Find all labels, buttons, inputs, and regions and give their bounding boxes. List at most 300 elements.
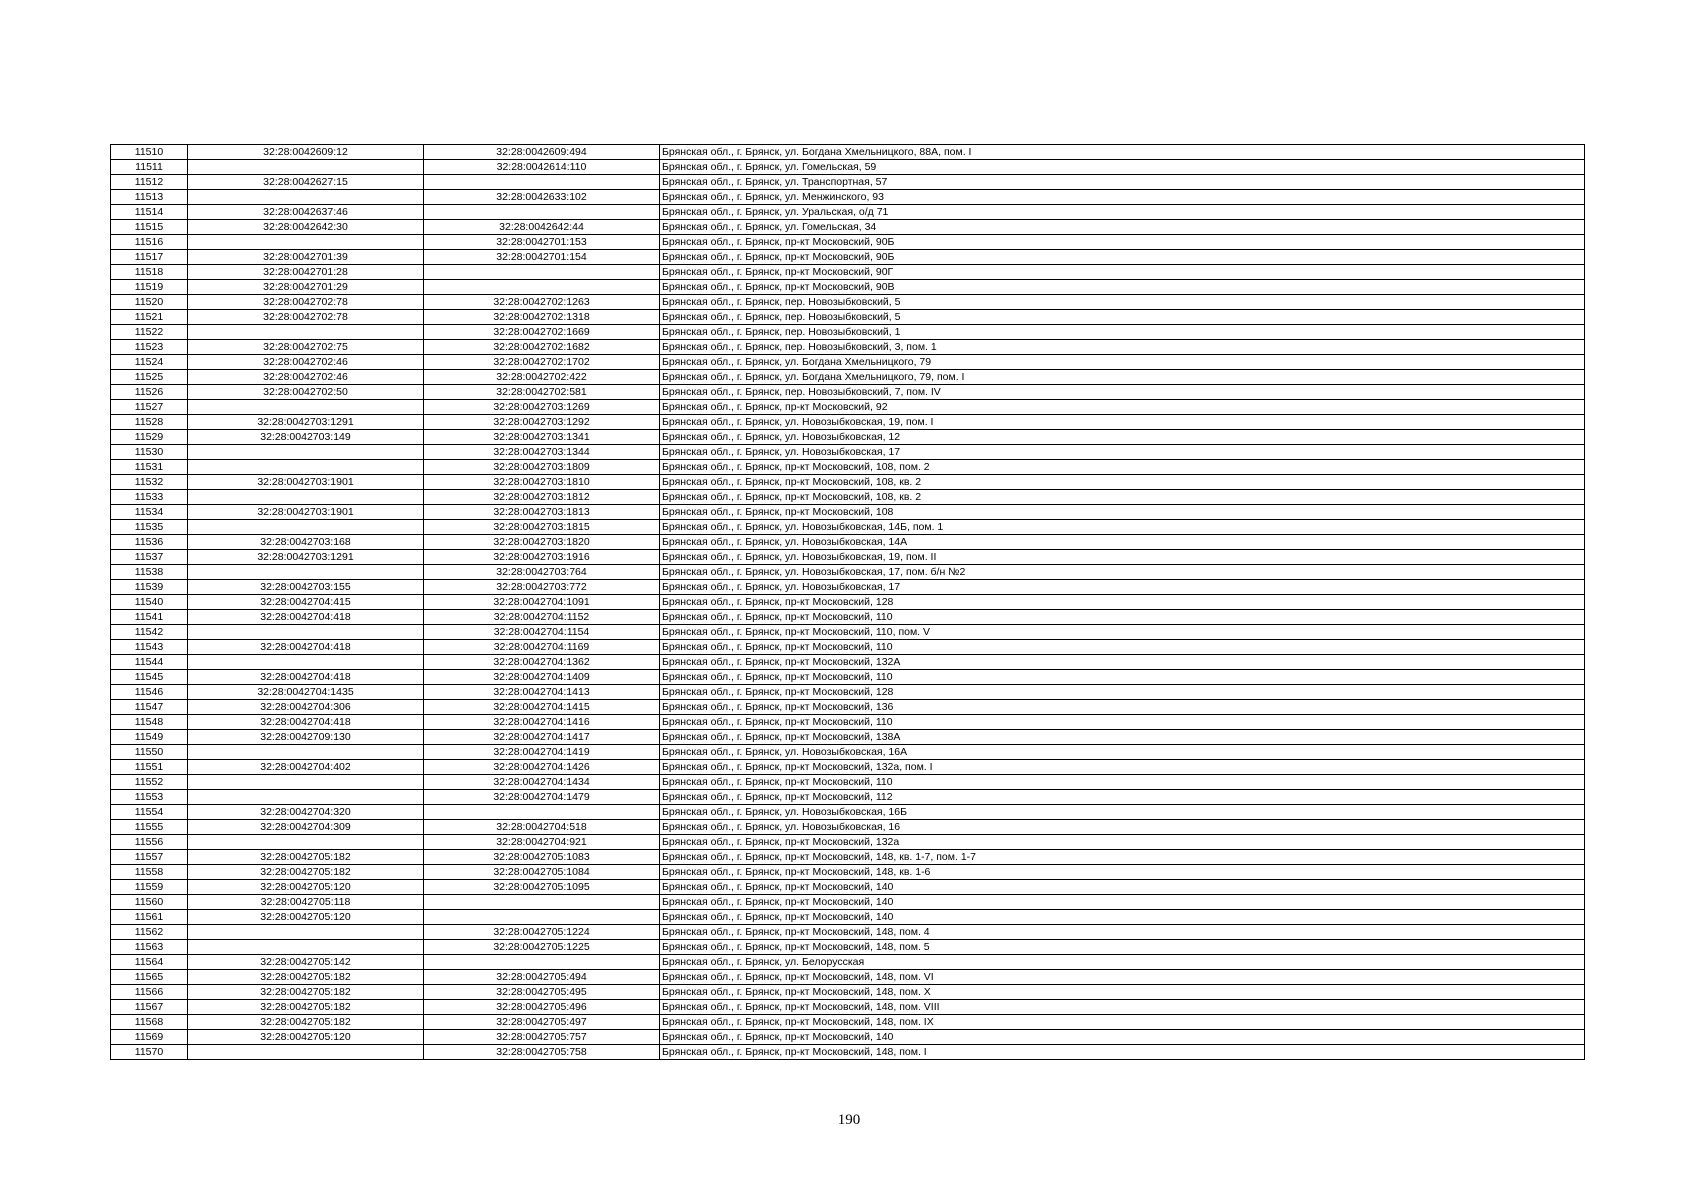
row-number-cell: 11510 — [111, 145, 188, 160]
address-cell: Брянская обл., г. Брянск, пр-кт Московский, 148, пом. VIII — [660, 1000, 1585, 1015]
object-cadastral-number-cell: 32:28:0042701:154 — [424, 250, 660, 265]
row-number-cell: 11569 — [111, 1030, 188, 1045]
parcel-cadastral-number-cell: 32:28:0042704:320 — [188, 805, 424, 820]
table-row — [111, 475, 1585, 490]
table-row — [111, 625, 1585, 640]
parcel-cadastral-number-cell: 32:28:0042705:182 — [188, 1000, 424, 1015]
parcel-cadastral-number-cell: 32:28:0042709:130 — [188, 730, 424, 745]
object-cadastral-number-cell: 32:28:0042703:1812 — [424, 490, 660, 505]
address-cell: Брянская обл., г. Брянск, ул. Богдана Хмельницкого, 88А, пом. I — [660, 145, 1585, 160]
parcel-cadastral-number-cell: 32:28:0042703:1901 — [188, 475, 424, 490]
address-cell: Брянская обл., г. Брянск, пр-кт Московский, 110 — [660, 775, 1585, 790]
object-cadastral-number-cell — [424, 955, 660, 970]
table-row — [111, 310, 1585, 325]
address-cell: Брянская обл., г. Брянск, пр-кт Московский, 148, пом. I — [660, 1045, 1585, 1060]
object-cadastral-number-cell: 32:28:0042704:1416 — [424, 715, 660, 730]
address-cell: Брянская обл., г. Брянск, ул. Транспортная, 57 — [660, 175, 1585, 190]
table-row — [111, 1000, 1585, 1015]
parcel-cadastral-number-cell: 32:28:0042702:78 — [188, 310, 424, 325]
table-row — [111, 235, 1585, 250]
row-number-cell: 11568 — [111, 1015, 188, 1030]
table-row — [111, 910, 1585, 925]
row-number-cell: 11559 — [111, 880, 188, 895]
parcel-cadastral-number-cell: 32:28:0042702:75 — [188, 340, 424, 355]
parcel-cadastral-number-cell: 32:28:0042704:418 — [188, 640, 424, 655]
row-number-cell: 11518 — [111, 265, 188, 280]
registry-table — [110, 144, 1585, 1060]
parcel-cadastral-number-cell: 32:28:0042703:1291 — [188, 415, 424, 430]
table-row — [111, 925, 1585, 940]
address-cell: Брянская обл., г. Брянск, пр-кт Московский, 136 — [660, 700, 1585, 715]
table-row — [111, 985, 1585, 1000]
parcel-cadastral-number-cell: 32:28:0042705:182 — [188, 850, 424, 865]
object-cadastral-number-cell: 32:28:0042614:110 — [424, 160, 660, 175]
table-row — [111, 295, 1585, 310]
parcel-cadastral-number-cell — [188, 775, 424, 790]
address-cell: Брянская обл., г. Брянск, ул. Менжинского, 93 — [660, 190, 1585, 205]
object-cadastral-number-cell: 32:28:0042609:494 — [424, 145, 660, 160]
object-cadastral-number-cell: 32:28:0042703:1344 — [424, 445, 660, 460]
row-number-cell: 11527 — [111, 400, 188, 415]
parcel-cadastral-number-cell: 32:28:0042701:29 — [188, 280, 424, 295]
row-number-cell: 11554 — [111, 805, 188, 820]
row-number-cell: 11545 — [111, 670, 188, 685]
object-cadastral-number-cell — [424, 805, 660, 820]
table-row — [111, 415, 1585, 430]
row-number-cell: 11540 — [111, 595, 188, 610]
table-row — [111, 220, 1585, 235]
row-number-cell: 11523 — [111, 340, 188, 355]
address-cell: Брянская обл., г. Брянск, пр-кт Московский, 132А — [660, 655, 1585, 670]
row-number-cell: 11535 — [111, 520, 188, 535]
address-cell: Брянская обл., г. Брянск, ул. Белорусская — [660, 955, 1585, 970]
object-cadastral-number-cell: 32:28:0042704:921 — [424, 835, 660, 850]
object-cadastral-number-cell: 32:28:0042704:1152 — [424, 610, 660, 625]
table-row — [111, 505, 1585, 520]
address-cell: Брянская обл., г. Брянск, пер. Новозыбковский, 1 — [660, 325, 1585, 340]
parcel-cadastral-number-cell: 32:28:0042705:142 — [188, 955, 424, 970]
table-row — [111, 610, 1585, 625]
address-cell: Брянская обл., г. Брянск, ул. Новозыбковская, 14А — [660, 535, 1585, 550]
parcel-cadastral-number-cell — [188, 235, 424, 250]
row-number-cell: 11533 — [111, 490, 188, 505]
parcel-cadastral-number-cell: 32:28:0042705:182 — [188, 1015, 424, 1030]
table-row — [111, 595, 1585, 610]
table-row — [111, 895, 1585, 910]
parcel-cadastral-number-cell — [188, 490, 424, 505]
address-cell: Брянская обл., г. Брянск, ул. Новозыбковская, 19, пом. I — [660, 415, 1585, 430]
object-cadastral-number-cell: 32:28:0042704:1417 — [424, 730, 660, 745]
table-row — [111, 205, 1585, 220]
address-cell: Брянская обл., г. Брянск, ул. Новозыбковская, 12 — [660, 430, 1585, 445]
object-cadastral-number-cell — [424, 265, 660, 280]
parcel-cadastral-number-cell: 32:28:0042704:309 — [188, 820, 424, 835]
object-cadastral-number-cell: 32:28:0042704:1413 — [424, 685, 660, 700]
address-cell: Брянская обл., г. Брянск, пр-кт Московский, 108, пом. 2 — [660, 460, 1585, 475]
address-cell: Брянская обл., г. Брянск, пер. Новозыбковский, 5 — [660, 295, 1585, 310]
table-body — [111, 145, 1585, 1060]
parcel-cadastral-number-cell: 32:28:0042705:182 — [188, 970, 424, 985]
address-cell: Брянская обл., г. Брянск, ул. Новозыбковская, 16Б — [660, 805, 1585, 820]
table-row — [111, 820, 1585, 835]
row-number-cell: 11521 — [111, 310, 188, 325]
table-row — [111, 580, 1585, 595]
table-row — [111, 655, 1585, 670]
address-cell: Брянская обл., г. Брянск, пр-кт Московский, 148, пом. 4 — [660, 925, 1585, 940]
parcel-cadastral-number-cell: 32:28:0042705:120 — [188, 1030, 424, 1045]
page-number: 190 — [837, 1112, 861, 1128]
parcel-cadastral-number-cell — [188, 565, 424, 580]
row-number-cell: 11557 — [111, 850, 188, 865]
row-number-cell: 11532 — [111, 475, 188, 490]
parcel-cadastral-number-cell: 32:28:0042705:118 — [188, 895, 424, 910]
address-cell: Брянская обл., г. Брянск, пр-кт Московский, 148, кв. 1-6 — [660, 865, 1585, 880]
parcel-cadastral-number-cell: 32:28:0042627:15 — [188, 175, 424, 190]
parcel-cadastral-number-cell: 32:28:0042704:1435 — [188, 685, 424, 700]
row-number-cell: 11519 — [111, 280, 188, 295]
address-cell: Брянская обл., г. Брянск, ул. Гомельская, 34 — [660, 220, 1585, 235]
parcel-cadastral-number-cell: 32:28:0042705:182 — [188, 985, 424, 1000]
row-number-cell: 11512 — [111, 175, 188, 190]
address-cell: Брянская обл., г. Брянск, пр-кт Московский, 148, пом. X — [660, 985, 1585, 1000]
object-cadastral-number-cell: 32:28:0042705:758 — [424, 1045, 660, 1060]
table-row — [111, 1015, 1585, 1030]
address-cell: Брянская обл., г. Брянск, пр-кт Московский, 110 — [660, 715, 1585, 730]
address-cell: Брянская обл., г. Брянск, пр-кт Московский, 140 — [660, 910, 1585, 925]
object-cadastral-number-cell: 32:28:0042703:1341 — [424, 430, 660, 445]
object-cadastral-number-cell: 32:28:0042703:1269 — [424, 400, 660, 415]
address-cell: Брянская обл., г. Брянск, пр-кт Московский, 110 — [660, 640, 1585, 655]
parcel-cadastral-number-cell — [188, 655, 424, 670]
table-row — [111, 745, 1585, 760]
address-cell: Брянская обл., г. Брянск, ул. Новозыбковская, 16А — [660, 745, 1585, 760]
object-cadastral-number-cell: 32:28:0042701:153 — [424, 235, 660, 250]
object-cadastral-number-cell: 32:28:0042705:494 — [424, 970, 660, 985]
address-cell: Брянская обл., г. Брянск, пр-кт Московский, 90В — [660, 280, 1585, 295]
address-cell: Брянская обл., г. Брянск, ул. Новозыбковская, 19, пом. II — [660, 550, 1585, 565]
table-row — [111, 340, 1585, 355]
table-row — [111, 850, 1585, 865]
address-cell: Брянская обл., г. Брянск, пр-кт Московский, 108, кв. 2 — [660, 475, 1585, 490]
parcel-cadastral-number-cell — [188, 190, 424, 205]
parcel-cadastral-number-cell: 32:28:0042702:78 — [188, 295, 424, 310]
object-cadastral-number-cell: 32:28:0042703:1815 — [424, 520, 660, 535]
parcel-cadastral-number-cell: 32:28:0042701:39 — [188, 250, 424, 265]
object-cadastral-number-cell: 32:28:0042705:496 — [424, 1000, 660, 1015]
row-number-cell: 11552 — [111, 775, 188, 790]
row-number-cell: 11526 — [111, 385, 188, 400]
table-row — [111, 730, 1585, 745]
row-number-cell: 11542 — [111, 625, 188, 640]
parcel-cadastral-number-cell: 32:28:0042637:46 — [188, 205, 424, 220]
row-number-cell: 11517 — [111, 250, 188, 265]
row-number-cell: 11553 — [111, 790, 188, 805]
object-cadastral-number-cell: 32:28:0042704:1419 — [424, 745, 660, 760]
object-cadastral-number-cell: 32:28:0042703:1292 — [424, 415, 660, 430]
table-row — [111, 445, 1585, 460]
row-number-cell: 11524 — [111, 355, 188, 370]
table-row — [111, 640, 1585, 655]
table-row — [111, 565, 1585, 580]
table-row — [111, 370, 1585, 385]
object-cadastral-number-cell — [424, 895, 660, 910]
object-cadastral-number-cell — [424, 280, 660, 295]
object-cadastral-number-cell: 32:28:0042704:1479 — [424, 790, 660, 805]
object-cadastral-number-cell: 32:28:0042704:1154 — [424, 625, 660, 640]
address-cell: Брянская обл., г. Брянск, пр-кт Московский, 132а, пом. I — [660, 760, 1585, 775]
row-number-cell: 11547 — [111, 700, 188, 715]
parcel-cadastral-number-cell: 32:28:0042703:1291 — [188, 550, 424, 565]
table-row — [111, 460, 1585, 475]
address-cell: Брянская обл., г. Брянск, пр-кт Московский, 140 — [660, 880, 1585, 895]
parcel-cadastral-number-cell — [188, 835, 424, 850]
table-row — [111, 430, 1585, 445]
parcel-cadastral-number-cell: 32:28:0042704:418 — [188, 715, 424, 730]
address-cell: Брянская обл., г. Брянск, ул. Новозыбковская, 17, пом. б/н №2 — [660, 565, 1585, 580]
row-number-cell: 11560 — [111, 895, 188, 910]
row-number-cell: 11561 — [111, 910, 188, 925]
row-number-cell: 11567 — [111, 1000, 188, 1015]
parcel-cadastral-number-cell — [188, 745, 424, 760]
object-cadastral-number-cell: 32:28:0042703:1820 — [424, 535, 660, 550]
object-cadastral-number-cell: 32:28:0042705:1084 — [424, 865, 660, 880]
parcel-cadastral-number-cell — [188, 925, 424, 940]
address-cell: Брянская обл., г. Брянск, пер. Новозыбковский, 5 — [660, 310, 1585, 325]
address-cell: Брянская обл., г. Брянск, пр-кт Московский, 110, пом. V — [660, 625, 1585, 640]
row-number-cell: 11543 — [111, 640, 188, 655]
table-row — [111, 760, 1585, 775]
table-row — [111, 400, 1585, 415]
row-number-cell: 11529 — [111, 430, 188, 445]
object-cadastral-number-cell: 32:28:0042704:1415 — [424, 700, 660, 715]
object-cadastral-number-cell: 32:28:0042702:581 — [424, 385, 660, 400]
table-row — [111, 520, 1585, 535]
object-cadastral-number-cell: 32:28:0042704:1409 — [424, 670, 660, 685]
object-cadastral-number-cell: 32:28:0042704:1362 — [424, 655, 660, 670]
address-cell: Брянская обл., г. Брянск, пр-кт Московский, 148, кв. 1-7, пом. 1-7 — [660, 850, 1585, 865]
table-row — [111, 175, 1585, 190]
object-cadastral-number-cell: 32:28:0042703:1813 — [424, 505, 660, 520]
address-cell: Брянская обл., г. Брянск, пр-кт Московский, 128 — [660, 685, 1585, 700]
object-cadastral-number-cell: 32:28:0042704:1169 — [424, 640, 660, 655]
object-cadastral-number-cell: 32:28:0042705:1225 — [424, 940, 660, 955]
object-cadastral-number-cell — [424, 205, 660, 220]
row-number-cell: 11546 — [111, 685, 188, 700]
address-cell: Брянская обл., г. Брянск, пер. Новозыбковский, 3, пом. 1 — [660, 340, 1585, 355]
object-cadastral-number-cell: 32:28:0042704:518 — [424, 820, 660, 835]
parcel-cadastral-number-cell — [188, 940, 424, 955]
table-row — [111, 280, 1585, 295]
row-number-cell: 11511 — [111, 160, 188, 175]
table-row — [111, 190, 1585, 205]
parcel-cadastral-number-cell: 32:28:0042704:415 — [188, 595, 424, 610]
table-row — [111, 490, 1585, 505]
table-row — [111, 955, 1585, 970]
row-number-cell: 11550 — [111, 745, 188, 760]
address-cell: Брянская обл., г. Брянск, пр-кт Московский, 108, кв. 2 — [660, 490, 1585, 505]
table-row — [111, 145, 1585, 160]
address-cell: Брянская обл., г. Брянск, пр-кт Московский, 138А — [660, 730, 1585, 745]
parcel-cadastral-number-cell: 32:28:0042702:46 — [188, 355, 424, 370]
object-cadastral-number-cell — [424, 910, 660, 925]
row-number-cell: 11531 — [111, 460, 188, 475]
parcel-cadastral-number-cell — [188, 625, 424, 640]
address-cell: Брянская обл., г. Брянск, пр-кт Московский, 110 — [660, 670, 1585, 685]
parcel-cadastral-number-cell — [188, 790, 424, 805]
table-row — [111, 790, 1585, 805]
address-cell: Брянская обл., г. Брянск, пр-кт Московский, 108 — [660, 505, 1585, 520]
parcel-cadastral-number-cell: 32:28:0042704:402 — [188, 760, 424, 775]
table-row — [111, 535, 1585, 550]
parcel-cadastral-number-cell: 32:28:0042703:168 — [188, 535, 424, 550]
address-cell: Брянская обл., г. Брянск, пр-кт Московский, 132а — [660, 835, 1585, 850]
row-number-cell: 11528 — [111, 415, 188, 430]
object-cadastral-number-cell: 32:28:0042703:1810 — [424, 475, 660, 490]
object-cadastral-number-cell: 32:28:0042705:495 — [424, 985, 660, 1000]
address-cell: Брянская обл., г. Брянск, ул. Богдана Хмельницкого, 79, пом. I — [660, 370, 1585, 385]
address-cell: Брянская обл., г. Брянск, ул. Богдана Хмельницкого, 79 — [660, 355, 1585, 370]
table-row — [111, 880, 1585, 895]
row-number-cell: 11548 — [111, 715, 188, 730]
object-cadastral-number-cell: 32:28:0042703:1916 — [424, 550, 660, 565]
row-number-cell: 11551 — [111, 760, 188, 775]
table-row — [111, 265, 1585, 280]
row-number-cell: 11541 — [111, 610, 188, 625]
object-cadastral-number-cell: 32:28:0042705:1095 — [424, 880, 660, 895]
row-number-cell: 11566 — [111, 985, 188, 1000]
table-row — [111, 775, 1585, 790]
parcel-cadastral-number-cell — [188, 445, 424, 460]
object-cadastral-number-cell — [424, 175, 660, 190]
row-number-cell: 11536 — [111, 535, 188, 550]
table-row — [111, 970, 1585, 985]
object-cadastral-number-cell: 32:28:0042705:497 — [424, 1015, 660, 1030]
table-row — [111, 1030, 1585, 1045]
row-number-cell: 11558 — [111, 865, 188, 880]
row-number-cell: 11516 — [111, 235, 188, 250]
address-cell: Брянская обл., г. Брянск, пр-кт Московский, 148, пом. 5 — [660, 940, 1585, 955]
address-cell: Брянская обл., г. Брянск, пр-кт Московский, 110 — [660, 610, 1585, 625]
row-number-cell: 11563 — [111, 940, 188, 955]
row-number-cell: 11525 — [111, 370, 188, 385]
object-cadastral-number-cell: 32:28:0042702:422 — [424, 370, 660, 385]
address-cell: Брянская обл., г. Брянск, ул. Новозыбковская, 17 — [660, 580, 1585, 595]
table-row — [111, 835, 1585, 850]
table-row — [111, 865, 1585, 880]
row-number-cell: 11549 — [111, 730, 188, 745]
row-number-cell: 11515 — [111, 220, 188, 235]
table-row — [111, 385, 1585, 400]
address-cell: Брянская обл., г. Брянск, пр-кт Московский, 148, пом. VI — [660, 970, 1585, 985]
row-number-cell: 11570 — [111, 1045, 188, 1060]
address-cell: Брянская обл., г. Брянск, пр-кт Московский, 92 — [660, 400, 1585, 415]
table-row — [111, 1045, 1585, 1060]
row-number-cell: 11522 — [111, 325, 188, 340]
address-cell: Брянская обл., г. Брянск, пр-кт Московский, 128 — [660, 595, 1585, 610]
parcel-cadastral-number-cell: 32:28:0042703:155 — [188, 580, 424, 595]
object-cadastral-number-cell: 32:28:0042705:1224 — [424, 925, 660, 940]
parcel-cadastral-number-cell: 32:28:0042642:30 — [188, 220, 424, 235]
table-row — [111, 670, 1585, 685]
table-row — [111, 550, 1585, 565]
row-number-cell: 11556 — [111, 835, 188, 850]
table-row — [111, 685, 1585, 700]
parcel-cadastral-number-cell: 32:28:0042703:149 — [188, 430, 424, 445]
object-cadastral-number-cell: 32:28:0042633:102 — [424, 190, 660, 205]
object-cadastral-number-cell: 32:28:0042704:1434 — [424, 775, 660, 790]
parcel-cadastral-number-cell: 32:28:0042705:120 — [188, 880, 424, 895]
object-cadastral-number-cell: 32:28:0042704:1091 — [424, 595, 660, 610]
table-row — [111, 715, 1585, 730]
parcel-cadastral-number-cell: 32:28:0042705:120 — [188, 910, 424, 925]
table-row — [111, 805, 1585, 820]
table-row — [111, 325, 1585, 340]
row-number-cell: 11530 — [111, 445, 188, 460]
address-cell: Брянская обл., г. Брянск, пр-кт Московский, 140 — [660, 1030, 1585, 1045]
table-row — [111, 355, 1585, 370]
parcel-cadastral-number-cell: 32:28:0042703:1901 — [188, 505, 424, 520]
row-number-cell: 11565 — [111, 970, 188, 985]
table-row — [111, 250, 1585, 265]
parcel-cadastral-number-cell: 32:28:0042704:418 — [188, 610, 424, 625]
object-cadastral-number-cell: 32:28:0042702:1263 — [424, 295, 660, 310]
address-cell: Брянская обл., г. Брянск, пр-кт Московский, 90Б — [660, 250, 1585, 265]
address-cell: Брянская обл., г. Брянск, пр-кт Московский, 140 — [660, 895, 1585, 910]
row-number-cell: 11514 — [111, 205, 188, 220]
parcel-cadastral-number-cell: 32:28:0042702:46 — [188, 370, 424, 385]
row-number-cell: 11534 — [111, 505, 188, 520]
object-cadastral-number-cell: 32:28:0042702:1702 — [424, 355, 660, 370]
address-cell: Брянская обл., г. Брянск, ул. Уральская, о/д 71 — [660, 205, 1585, 220]
address-cell: Брянская обл., г. Брянск, ул. Новозыбковская, 17 — [660, 445, 1585, 460]
parcel-cadastral-number-cell: 32:28:0042704:306 — [188, 700, 424, 715]
object-cadastral-number-cell: 32:28:0042702:1318 — [424, 310, 660, 325]
address-cell: Брянская обл., г. Брянск, пр-кт Московский, 148, пом. IX — [660, 1015, 1585, 1030]
parcel-cadastral-number-cell: 32:28:0042609:12 — [188, 145, 424, 160]
address-cell: Брянская обл., г. Брянск, ул. Новозыбковская, 16 — [660, 820, 1585, 835]
object-cadastral-number-cell: 32:28:0042703:772 — [424, 580, 660, 595]
table-row — [111, 700, 1585, 715]
address-cell: Брянская обл., г. Брянск, пр-кт Московский, 90Б — [660, 235, 1585, 250]
address-cell: Брянская обл., г. Брянск, пр-кт Московский, 112 — [660, 790, 1585, 805]
address-cell: Брянская обл., г. Брянск, пер. Новозыбковский, 7, пом. IV — [660, 385, 1585, 400]
parcel-cadastral-number-cell — [188, 400, 424, 415]
row-number-cell: 11555 — [111, 820, 188, 835]
parcel-cadastral-number-cell — [188, 520, 424, 535]
parcel-cadastral-number-cell: 32:28:0042704:418 — [188, 670, 424, 685]
object-cadastral-number-cell: 32:28:0042702:1682 — [424, 340, 660, 355]
object-cadastral-number-cell: 32:28:0042705:1083 — [424, 850, 660, 865]
address-cell: Брянская обл., г. Брянск, ул. Гомельская, 59 — [660, 160, 1585, 175]
address-cell: Брянская обл., г. Брянск, ул. Новозыбковская, 14Б, пом. 1 — [660, 520, 1585, 535]
row-number-cell: 11562 — [111, 925, 188, 940]
row-number-cell: 11537 — [111, 550, 188, 565]
parcel-cadastral-number-cell — [188, 160, 424, 175]
row-number-cell: 11564 — [111, 955, 188, 970]
object-cadastral-number-cell: 32:28:0042705:757 — [424, 1030, 660, 1045]
row-number-cell: 11538 — [111, 565, 188, 580]
object-cadastral-number-cell: 32:28:0042704:1426 — [424, 760, 660, 775]
parcel-cadastral-number-cell — [188, 325, 424, 340]
object-cadastral-number-cell: 32:28:0042703:1809 — [424, 460, 660, 475]
parcel-cadastral-number-cell: 32:28:0042705:182 — [188, 865, 424, 880]
object-cadastral-number-cell: 32:28:0042702:1669 — [424, 325, 660, 340]
row-number-cell: 11513 — [111, 190, 188, 205]
parcel-cadastral-number-cell: 32:28:0042702:50 — [188, 385, 424, 400]
row-number-cell: 11544 — [111, 655, 188, 670]
address-cell: Брянская обл., г. Брянск, пр-кт Московский, 90Г — [660, 265, 1585, 280]
table-row — [111, 160, 1585, 175]
